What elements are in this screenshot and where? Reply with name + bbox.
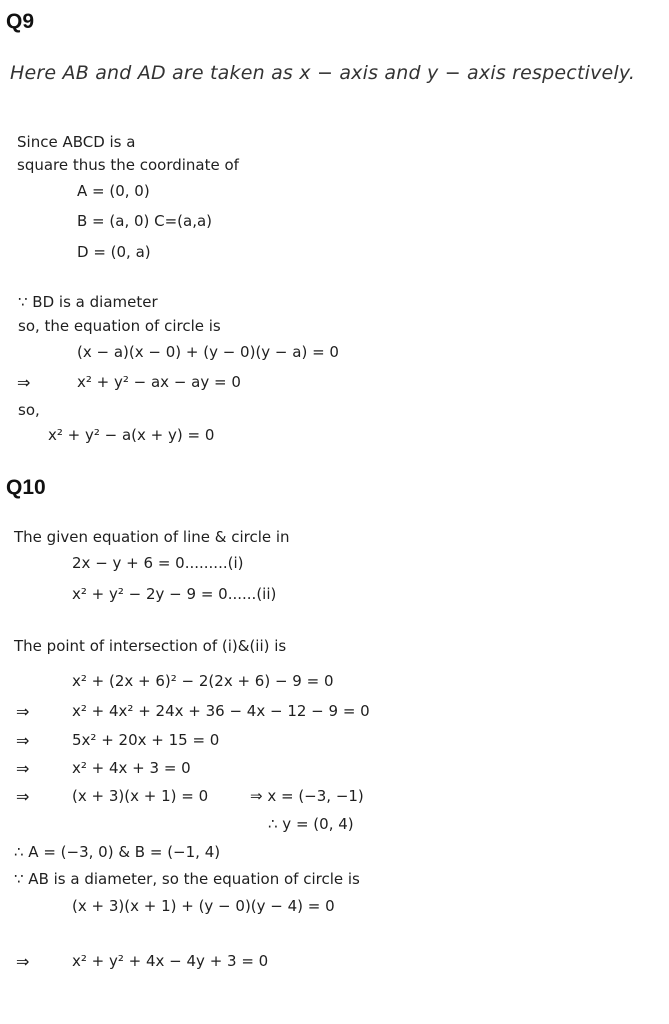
- q10-implies-arrow-5: ⇒: [16, 952, 30, 971]
- q10-diameter-line: ∵ AB is a diameter, so the equation of circle is: [14, 870, 360, 888]
- q10-step-4: x² + 4x + 3 = 0: [72, 759, 191, 777]
- q9-coord-a: A = (0, 0): [77, 182, 150, 200]
- q9-so-equation-line: so, the equation of circle is: [18, 317, 221, 335]
- q10-step-2: x² + 4x² + 24x + 36 − 4x − 12 − 9 = 0: [72, 702, 370, 720]
- q9-equation-2: x² + y² − ax − ay = 0: [77, 373, 241, 391]
- q10-step-5-result: ⇒ x = (−3, −1): [250, 787, 364, 805]
- q9-equation-1: (x − a)(x − 0) + (y − 0)(y − a) = 0: [77, 343, 339, 361]
- q10-step-6: ∴ y = (0, 4): [268, 815, 354, 833]
- q10-circle-product-equation: (x + 3)(x + 1) + (y − 0)(y − 4) = 0: [72, 897, 335, 915]
- q10-implies-arrow-3: ⇒: [16, 759, 30, 778]
- q10-line-equation: 2x − y + 6 = 0.........(i): [72, 554, 244, 572]
- q10-final-equation: x² + y² + 4x − 4y + 3 = 0: [72, 952, 269, 970]
- q10-implies-arrow-4: ⇒: [16, 787, 30, 806]
- q9-coord-b: B = (a, 0) C=(a,a): [77, 212, 213, 230]
- q10-step-5: (x + 3)(x + 1) = 0: [72, 787, 209, 805]
- q9-since-line-2: square thus the coordinate of: [17, 156, 239, 174]
- q9-coord-d: D = (0, a): [77, 243, 151, 261]
- q9-so-label: so,: [18, 401, 40, 419]
- q9-since-line-1: Since ABCD is a: [17, 133, 136, 151]
- q10-step-1: x² + (2x + 6)² − 2(2x + 6) − 9 = 0: [72, 672, 334, 690]
- q10-given-line: The given equation of line & circle in: [14, 528, 290, 546]
- q9-because-line: ∵ BD is a diameter: [18, 293, 158, 311]
- q9-equation-3: x² + y² − a(x + y) = 0: [48, 426, 215, 444]
- q10-intersection-line: The point of intersection of (i)&(ii) is: [14, 637, 287, 655]
- q10-implies-arrow-2: ⇒: [16, 731, 30, 750]
- q9-implies-arrow: ⇒: [17, 373, 31, 392]
- q10-step-3: 5x² + 20x + 15 = 0: [72, 731, 220, 749]
- q10-implies-arrow-1: ⇒: [16, 702, 30, 721]
- q9-intro: Here AB and AD are taken as x − axis and y − axis respectively.: [10, 62, 636, 84]
- q10-points: ∴ A = (−3, 0) & B = (−1, 4): [14, 843, 221, 861]
- q10-circle-equation: x² + y² − 2y − 9 = 0......(ii): [72, 585, 277, 603]
- q9-heading: Q9: [6, 10, 35, 33]
- q10-heading: Q10: [6, 476, 46, 499]
